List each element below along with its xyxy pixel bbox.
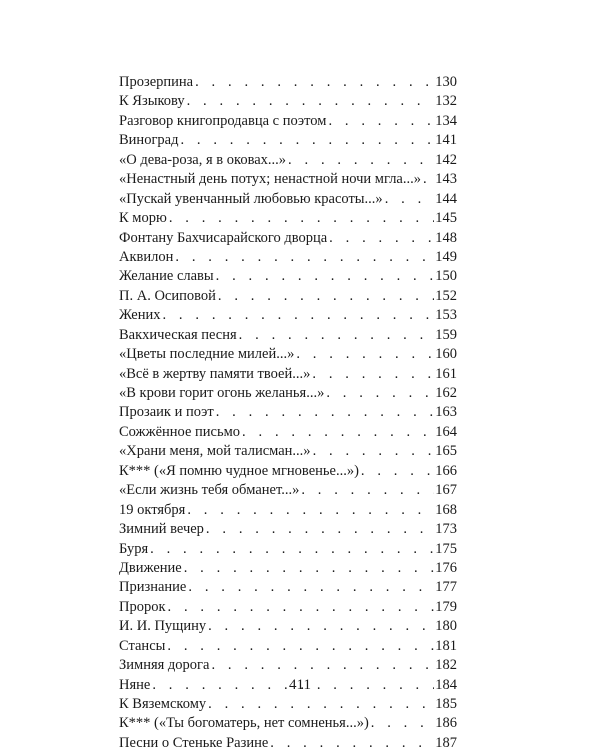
- toc-entry: [119, 131, 457, 150]
- toc-entry-title: «Ненастный день потух; ненастной ночи мгла...»: [119, 171, 421, 188]
- dot-leader: [162, 306, 434, 325]
- toc-entry-page: 149: [435, 248, 457, 265]
- dot-leader: [211, 656, 434, 675]
- dot-leader: [385, 190, 435, 209]
- dot-leader: [184, 559, 435, 578]
- toc-entry: [119, 637, 457, 656]
- dot-leader: [216, 267, 435, 286]
- toc-entry: [119, 695, 457, 714]
- toc-entry-title: Признание: [119, 579, 187, 596]
- dot-leader: [180, 131, 434, 150]
- dot-leader: [288, 151, 434, 170]
- toc-entry-page: 173: [435, 521, 457, 538]
- toc-entry-page: 162: [435, 385, 457, 401]
- dot-leader: [371, 714, 434, 733]
- toc-entry: [119, 326, 457, 345]
- toc-entry-page: 134: [435, 112, 457, 129]
- toc-entry-title: К Вяземскому: [119, 696, 207, 712]
- toc-entry: [119, 598, 457, 617]
- dot-leader: [188, 578, 434, 597]
- toc-entry: [119, 248, 457, 267]
- toc-entry: [119, 151, 457, 170]
- toc-entry-page: 166: [435, 462, 457, 479]
- toc-entry-title: И. И. Пущину: [119, 618, 207, 635]
- toc-entry-title: Вакхическая песня: [119, 326, 237, 343]
- dot-leader: [206, 520, 434, 539]
- dot-leader: [242, 423, 434, 442]
- toc-entry-title: Няне: [119, 676, 151, 693]
- toc-entry: [119, 714, 457, 733]
- toc-entry: [119, 520, 457, 539]
- toc-entry-page: 164: [435, 423, 457, 440]
- toc-entry-page: 182: [435, 657, 457, 674]
- toc-entry-page: 184: [435, 676, 457, 693]
- toc-entry: [119, 559, 457, 578]
- toc-entry-title: Зимняя дорога: [119, 657, 210, 674]
- toc-entry-page: 165: [435, 443, 457, 460]
- toc-entry-title: Фонтану Бахчисарайского дворца: [119, 229, 328, 246]
- dot-leader: [296, 345, 434, 364]
- dot-leader: [326, 384, 434, 403]
- toc-entry: [119, 112, 457, 131]
- toc-entry: [119, 306, 457, 325]
- dot-leader: [301, 481, 434, 500]
- toc-entry-page: 161: [435, 365, 457, 382]
- toc-entry: [119, 501, 457, 520]
- toc-entry-title: П. А. Осиповой: [119, 287, 216, 304]
- toc-entry-title: К морю: [119, 210, 167, 227]
- toc-entry: [119, 365, 457, 384]
- dot-leader: [169, 209, 434, 228]
- toc-entry-page: 167: [435, 482, 457, 499]
- dot-leader: [423, 170, 434, 189]
- table-of-contents: [119, 73, 457, 753]
- dot-leader: [208, 695, 434, 714]
- toc-entry-title: Прозаик и поэт: [119, 404, 214, 421]
- toc-entry-page: 175: [435, 540, 457, 557]
- toc-entry: [119, 462, 457, 481]
- toc-entry-page: 159: [435, 326, 457, 343]
- dot-leader: [270, 734, 434, 753]
- dot-leader: [218, 287, 434, 306]
- toc-entry-page: 185: [435, 696, 457, 712]
- toc-entry: [119, 481, 457, 500]
- toc-entry: [119, 423, 457, 442]
- dot-leader: [187, 501, 434, 520]
- toc-entry-title: «Всё в жертву памяти твоей...»: [119, 365, 311, 382]
- dot-leader: [150, 540, 434, 559]
- dot-leader: [195, 73, 434, 92]
- dot-leader: [187, 92, 435, 111]
- dot-leader: [175, 248, 434, 267]
- dot-leader: [329, 229, 434, 248]
- toc-entry-page: 144: [435, 190, 457, 207]
- toc-entry-page: 130: [435, 74, 457, 90]
- toc-entry-page: 168: [435, 501, 457, 518]
- toc-entry-page: 186: [435, 715, 457, 732]
- toc-entry-title: Аквилон: [119, 248, 174, 265]
- toc-entry-title: «Пускай увенчанный любовью красоты...»: [119, 190, 383, 207]
- toc-entry-title: Прозерпина: [119, 74, 194, 90]
- dot-leader: [328, 112, 434, 131]
- toc-entry-title: Желание славы: [119, 268, 214, 285]
- toc-entry: [119, 617, 457, 636]
- toc-entry-title: К Языкову: [119, 93, 185, 110]
- toc-entry-page: 179: [435, 598, 457, 615]
- toc-entry-title: Движение: [119, 559, 182, 576]
- toc-entry-title: Зимний вечер: [119, 521, 204, 538]
- toc-entry: [119, 170, 457, 189]
- toc-entry-page: 187: [435, 734, 457, 751]
- toc-entry-page: 177: [435, 579, 457, 596]
- dot-leader: [361, 462, 434, 481]
- toc-entry-title: «Если жизнь тебя обманет...»: [119, 482, 300, 499]
- dot-leader: [167, 637, 434, 656]
- toc-entry: [119, 442, 457, 461]
- toc-entry-title: 19 октября: [119, 501, 186, 518]
- toc-entry-page: 142: [435, 151, 457, 168]
- toc-entry-title: Песни о Стеньке Разине: [119, 734, 269, 751]
- toc-entry-title: «Храни меня, мой талисман...»: [119, 443, 311, 460]
- toc-entry-page: 176: [435, 559, 457, 576]
- dot-leader: [312, 365, 434, 384]
- toc-entry-title: К*** («Ты богоматерь, нет сомненья...»): [119, 715, 369, 732]
- dot-leader: [313, 442, 435, 461]
- page-number: 411: [289, 677, 311, 693]
- toc-entry-title: «Цветы последние милей...»: [119, 346, 295, 363]
- toc-entry-page: 143: [435, 171, 457, 188]
- toc-entry-page: 153: [435, 307, 457, 324]
- toc-entry-page: 163: [435, 404, 457, 421]
- toc-entry-title: Жених: [119, 307, 161, 324]
- toc-entry: [119, 287, 457, 306]
- toc-entry: [119, 734, 457, 753]
- toc-entry-title: Стансы: [119, 637, 166, 654]
- dot-leader: [239, 326, 435, 345]
- toc-entry-title: Пророк: [119, 598, 166, 615]
- toc-entry: [119, 578, 457, 597]
- toc-entry: [119, 229, 457, 248]
- toc-entry-page: 148: [435, 229, 457, 246]
- toc-entry-page: 132: [435, 93, 457, 110]
- toc-entry: [119, 267, 457, 286]
- toc-entry-title: «О дева-роза, я в оковах...»: [119, 151, 287, 168]
- toc-entry: [119, 384, 457, 403]
- dot-leader: [216, 403, 435, 422]
- dot-leader: [208, 617, 434, 636]
- toc-entry-page: 150: [435, 268, 457, 285]
- toc-entry-title: К*** («Я помню чудное мгновенье...»): [119, 462, 359, 479]
- toc-entry-title: Сожжённое письмо: [119, 423, 241, 440]
- toc-entry-title: Виноград: [119, 132, 179, 149]
- toc-entry-page: 141: [435, 132, 457, 149]
- toc-entry: [119, 540, 457, 559]
- toc-entry: [119, 656, 457, 675]
- toc-entry-title: Разговор книгопродавца с поэтом: [119, 112, 327, 129]
- toc-entry: [119, 73, 457, 92]
- toc-entry-page: 160: [435, 346, 457, 363]
- toc-entry-page: 180: [435, 618, 457, 635]
- toc-entry: [119, 345, 457, 364]
- toc-entry: [119, 209, 457, 228]
- toc-entry-page: 181: [435, 637, 457, 654]
- toc-entry-title: «В крови горит огонь желанья...»: [119, 385, 325, 401]
- toc-entry: [119, 190, 457, 209]
- dot-leader: [168, 598, 435, 617]
- toc-entry: [119, 92, 457, 111]
- toc-entry-page: 152: [435, 287, 457, 304]
- toc-entry: [119, 403, 457, 422]
- toc-entry-title: Буря: [119, 540, 149, 557]
- toc-entry-page: 145: [435, 210, 457, 227]
